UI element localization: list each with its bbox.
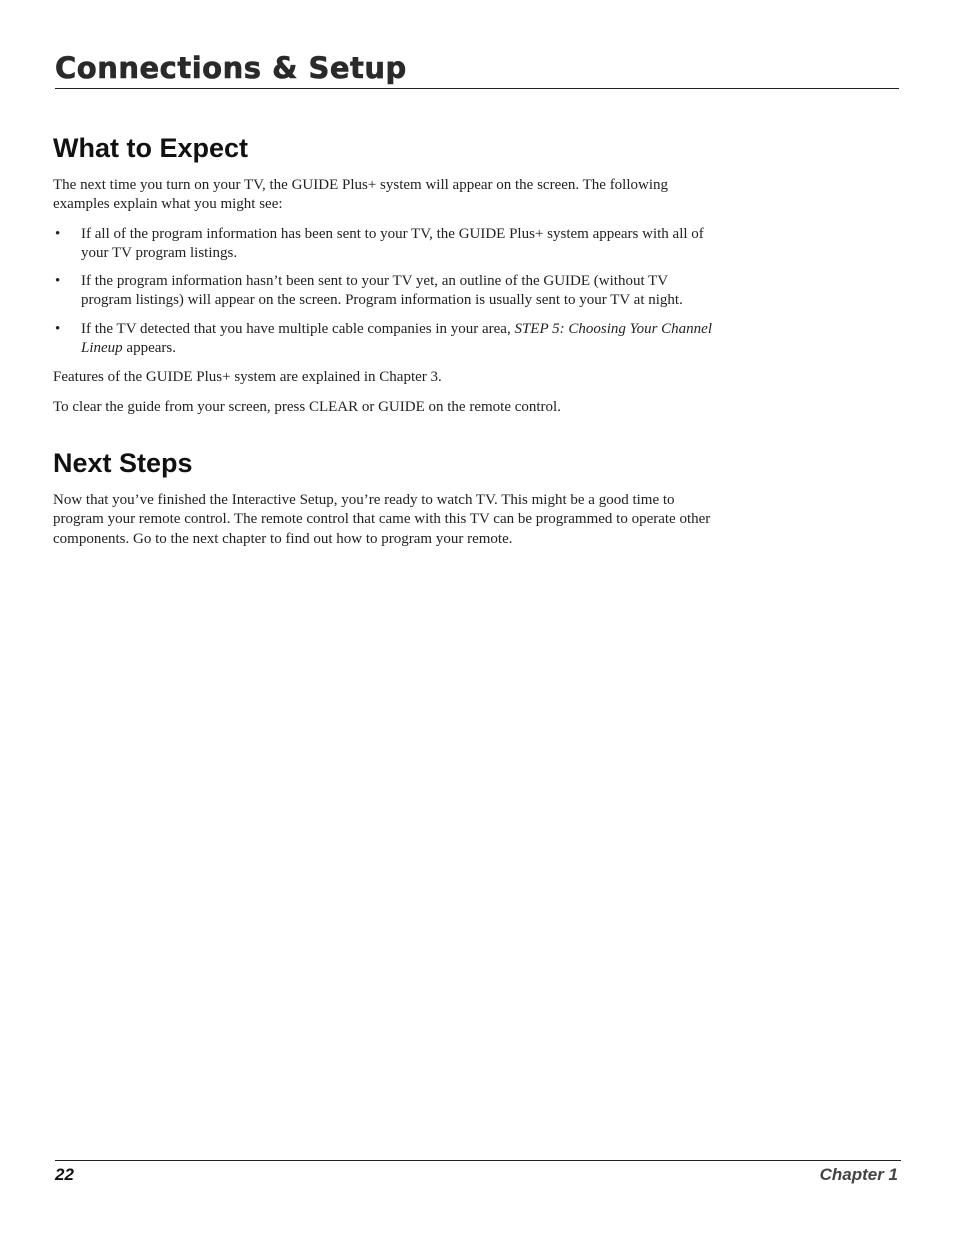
list-item-text-after: appears. — [122, 340, 176, 357]
features-note: Features of the GUIDE Plus+ system are explained in Chapter 3. — [53, 369, 442, 386]
section-heading-what-to-expect: What to Expect — [53, 133, 249, 163]
list-item — [53, 225, 713, 264]
list-item — [53, 320, 713, 359]
page-header-title: Connections & Setup — [55, 51, 407, 85]
expect-intro-paragraph: The next time you turn on your TV, the GUIDE Plus+ system will appear on the screen. The following examples explain what you might see: — [53, 177, 669, 213]
list-item-text: If the program information hasn’t been sent to your TV yet, an outline of the GUIDE (without TV program listings) will appear on the screen. Program information is usually sent to your TV at night. — [81, 273, 683, 309]
section-heading-next-steps: Next Steps — [53, 447, 193, 478]
next-steps-paragraph: Now that you’ve finished the Interactive Setup, you’re ready to watch TV. This might be a good time to program your remote control. The remote control that came with this TV can be programmed to operate other components. Go to the next chapter to find out how to program your remote. — [53, 491, 711, 547]
step-5-reference: STEP 5: Choosing Your Channel Lineup — [81, 320, 713, 357]
list-item-text: If all of the program information has been sent to your TV, the GUIDE Plus+ system appears with all of your TV program listings. — [81, 225, 704, 261]
footer-divider — [55, 1160, 901, 1161]
bullet-icon: • — [55, 273, 61, 290]
bullet-icon: • — [55, 320, 61, 337]
page-number: 22 — [55, 1165, 74, 1184]
header-divider — [55, 88, 899, 89]
page-content — [53, 130, 713, 559]
chapter-label: Chapter 1 — [819, 1165, 898, 1184]
list-item-text-before: If the TV detected that you have multiple cable companies in your area, — [81, 320, 515, 337]
list-item — [53, 272, 713, 311]
expect-bullet-list — [53, 225, 713, 359]
clear-guide-note: To clear the guide from your screen, press CLEAR or GUIDE on the remote control. — [53, 398, 561, 415]
bullet-icon: • — [55, 225, 61, 242]
